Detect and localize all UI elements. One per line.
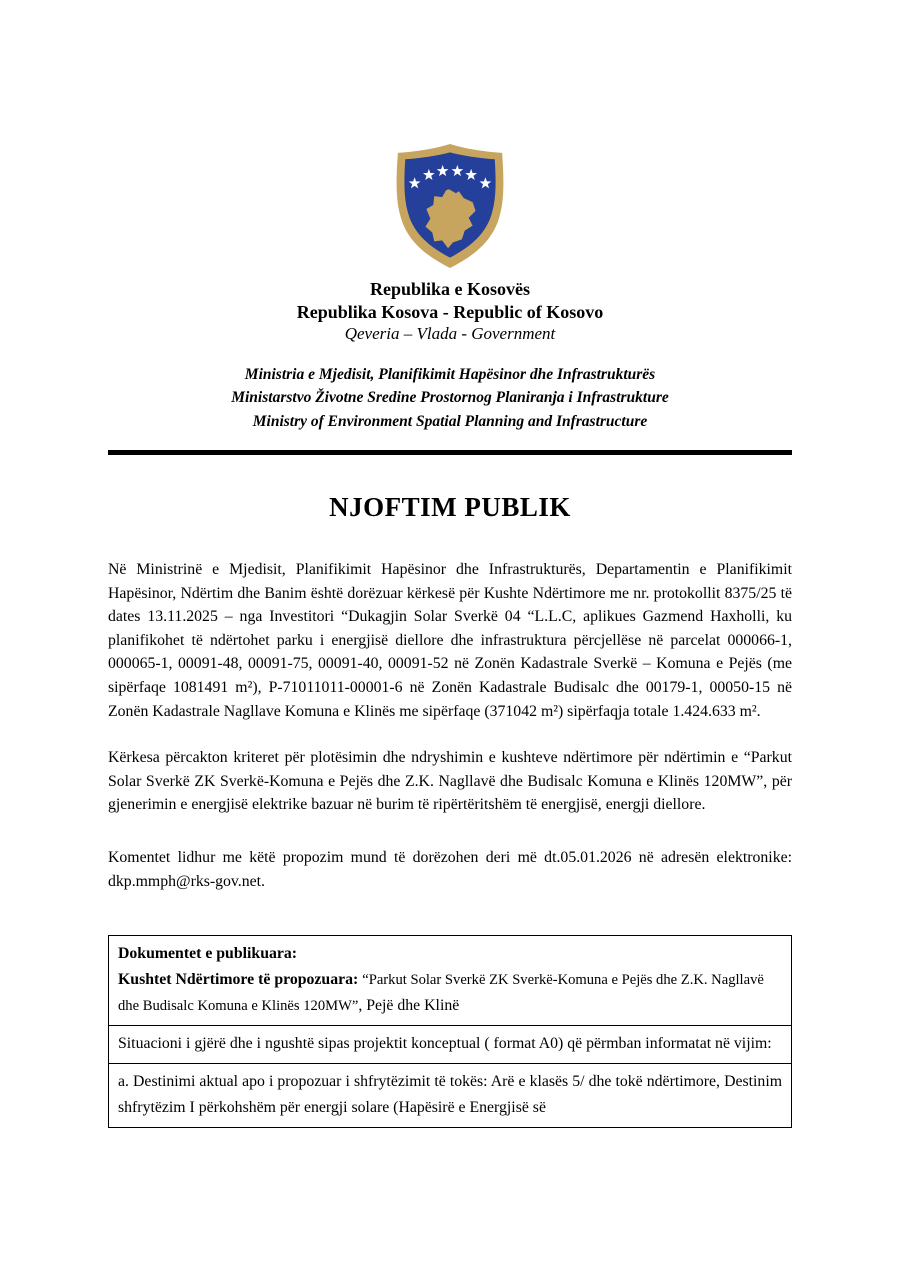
government-line: Qeveria – Vlada - Government: [344, 324, 556, 343]
table-row-situation: [109, 1026, 792, 1064]
paragraph-request-details: Në Ministrinë e Mjedisit, Planifikimit Hapësinor dhe Infrastrukturës, Departamentin e Planifikimit Hapësinor, Ndërtim dhe Banim është dorëzuar kërkesë për Kushte Ndërtimore me nr. protokollit 8375/25 të dates 13.11.2025 – nga Investitori “Dukagjin Solar Sverkë 04 “L.L.C, aplikues Gazmend Haxholli, ku planifikohet të ndërtohet parku i energjisë diellore dhe infrastruktura përcjellëse në parcelat 000066-1, 000065-1, 00091-48, 00091-75, 00091-40, 00091-52 në Zonën Kadastrale Sverkë – Komuna e Pejës (me sipërfaqe 1081491 m²), P-71011011-00001-6 në Zonën Kadastrale Budisalc dhe 00179-1, 00050-15 në Zonën Kadastrale Nagllave Komuna e Klinës me sipërfaqe (371042 m²) sipërfaqja totale 1.424.633 m².: [108, 561, 792, 720]
cell-situation-plan: Situacioni i gjërë dhe i ngushtë sipas projektit konceptual ( format A0) që përmban informatat në vijim:: [109, 1026, 792, 1064]
document-title: NJOFTIM PUBLIK: [329, 492, 571, 522]
ministry-name-serbian: Ministarstvo Životne Sredine Prostornog Planiranja i Infrastrukture: [231, 389, 669, 406]
documents-heading: Dokumentet e publikuara:: [118, 945, 298, 963]
cell-published-documents: [109, 936, 792, 1026]
building-conditions-label: Kushtet Ndërtimore të propozuara:: [118, 971, 359, 989]
municipalities-suffix: , Pejë dhe Klinë: [358, 997, 460, 1015]
paragraph-comments-email: Komentet lidhur me këtë propozim mund të dorëzohen deri më dt.05.01.2026 në adresën elektronike: dkp.mmph@rks-gov.net.: [108, 848, 792, 890]
cell-land-use: a. Destinimi aktual apo i propozuar i shfrytëzimit të tokës: Arë e klasës 5/ dhe tokë ndërtimore, Destinim shfrytëzim I përkohshëm për energji solare (Hapësirë e Energjisë së: [109, 1064, 792, 1128]
republic-name-albanian: Republika e Kosovës: [369, 279, 531, 299]
ministry-name-albanian: Ministria e Mjedisit, Planifikimit Hapësinor dhe Infrastrukturës: [244, 365, 656, 383]
building-conditions-line: [118, 967, 782, 1019]
ministry-name-english: Ministry of Environment Spatial Planning and Infrastructure: [252, 412, 648, 430]
header-divider: [108, 450, 792, 455]
ministry-name-block: [108, 363, 792, 434]
republic-name-multilingual: Republika Kosova - Republic of Kosovo: [296, 301, 604, 322]
paragraph-criteria: Kërkesa përcakton kriteret për plotësimin dhe ndryshimin e kushteve ndërtimore për ndërtimin e “Parkut Solar Sverkë ZK Sverkë-Komuna e Pejës dhe Z.K. Nagllavë dhe Budisalc Komuna e Klinës 120MW”, për gjenerimin e energjisë elektrike bazuar në burim të ripërtëritshëm të energjisë, energji diellore.: [108, 749, 792, 814]
published-documents-table: [108, 935, 792, 1128]
table-row-documents: [109, 936, 792, 1026]
kosovo-coat-of-arms-icon: [391, 142, 509, 270]
emblem-container: [108, 0, 792, 270]
table-row-destination: [109, 1064, 792, 1128]
project-title-quote: “Parkut Solar Sverkë ZK Sverkë-Komuna e Pejës dhe Z.K. Nagllavë dhe Budisalc Komuna e Klinës 120MW”: [118, 972, 764, 1015]
